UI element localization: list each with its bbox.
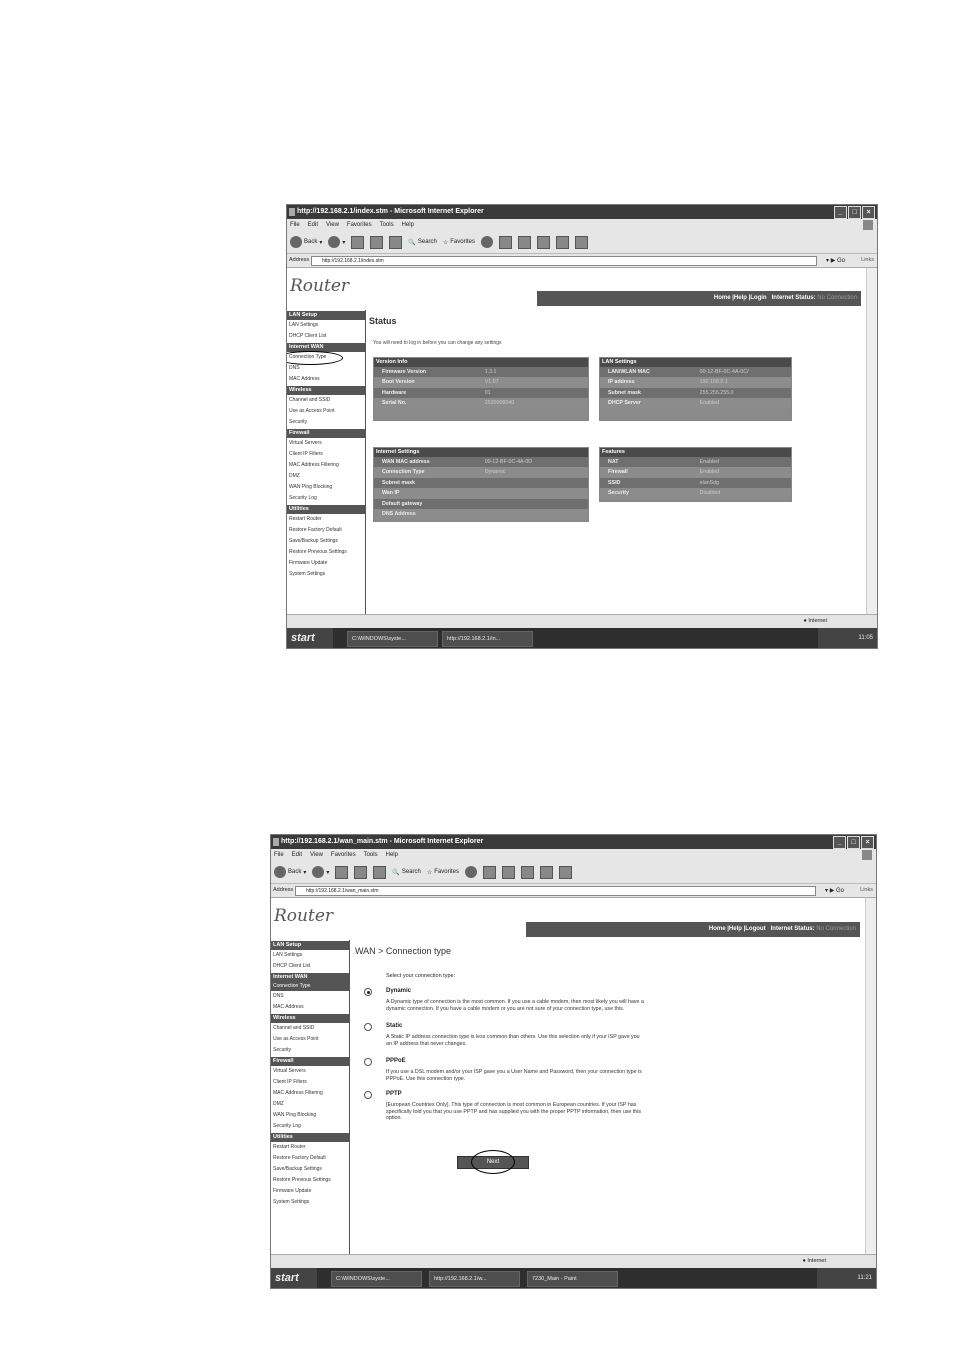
messenger-icon[interactable] [575,236,588,249]
row-label: Security [608,490,629,497]
forward-button[interactable]: ▾ [312,866,329,878]
option-title-pppoe: PPPoE [386,1058,406,1064]
sidebar-item-mac-address-filtering[interactable]: MAC Address Filtering [289,462,339,468]
window-title: http://192.168.2.1/index.stm - Microsoft Internet Explorer [297,208,484,215]
sidebar-item-lan-settings[interactable]: LAN Settings [289,322,319,328]
taskbar [271,1268,876,1288]
sidebar-heading-utilities: Utilities [287,505,365,514]
go-button[interactable]: ▾ ▶ Go [825,888,844,894]
forward-arrow-icon [312,866,324,878]
ie-toolbar [271,861,876,884]
menu-tools[interactable]: Tools [363,852,378,858]
sidebar-heading-internet-wan: Internet WAN [271,973,349,982]
sidebar-heading-lan-setup: LAN Setup [287,311,365,320]
connection-prompt: Select your connection type: [386,973,456,979]
taskbar-item-cmd[interactable]: C:\WINDOWS\syste... [331,1271,422,1287]
system-tray-clock: 11:21 [817,1268,876,1288]
menu-tools[interactable]: Tools [379,222,394,228]
radio-static[interactable] [364,1023,372,1031]
search-button[interactable]: 🔍 Search [408,239,437,246]
panel-row [600,377,791,387]
panel-row [374,388,588,398]
back-arrow-icon [274,866,286,878]
taskbar [287,628,877,648]
sidebar-item-virtual-servers[interactable]: Virtual Servers [273,1068,306,1074]
top-links[interactable]: Home |Help |Login [713,295,767,301]
panel-row [374,398,588,408]
menu-bar [287,219,877,231]
internet-status-label: Internet Status: [770,926,815,932]
sidebar-item-save-backup-settings[interactable]: Save/Backup Settings [289,538,338,544]
sidebar-item-client-ip-filters[interactable]: Client IP Filters [289,451,323,457]
sidebar-item-security[interactable]: Security [289,419,308,425]
star-icon: ☆ [426,869,433,876]
close-button[interactable]: × [861,836,874,849]
back-button[interactable]: Back ▾ [274,866,306,878]
row-label: Default gateway [382,500,423,507]
sidebar-item-mac-address[interactable]: MAC Address [289,376,320,382]
print-icon[interactable] [518,236,531,249]
sidebar-item-dmz[interactable]: DMZ [289,473,300,479]
panel-row [600,388,791,398]
row-value: Enabled [699,459,720,465]
ie-window-wan [270,834,877,1289]
print-icon[interactable] [502,866,515,879]
sidebar-item-dns[interactable]: DNS [289,365,300,371]
menu-view[interactable]: View [310,852,323,858]
address-label: Address [273,887,294,893]
row-value: 1.3.1 [484,369,497,375]
row-value: Enabled [699,469,720,476]
row-label: IP address [608,379,635,386]
row-label: LAN/WLAN MAC [608,369,650,375]
star-icon: ☆ [442,239,449,246]
row-value: 255.255.255.0 [699,389,734,396]
maximize-button[interactable]: □ [847,836,860,849]
menu-file[interactable]: File [290,222,300,228]
sidebar-menu [271,940,350,1255]
option-desc-static: A Static IP address connection type is less common than others. Use this selection only if your ISP gave you an IP address that never changes. [386,1034,640,1047]
radio-pptp[interactable] [364,1091,372,1099]
panel-title: Version Info [374,358,588,367]
row-label: Firmware Version [382,369,427,375]
router-page [287,268,867,614]
sidebar-item-restore-factory-default[interactable]: Restore Factory Default [273,1155,326,1161]
go-button[interactable]: ▾ ▶ Go [826,258,845,264]
stop-icon[interactable] [351,236,364,249]
history-icon[interactable] [481,236,493,248]
row-value: Disabled [699,490,721,497]
sidebar-item-save-backup-settings[interactable]: Save/Backup Settings [273,1166,322,1172]
sidebar-item-restart-router[interactable]: Restart Router [273,1144,306,1150]
option-title-dynamic: Dynamic [386,988,412,994]
refresh-icon[interactable] [354,866,367,879]
row-label: WAN MAC address [382,459,430,465]
row-value: 2530008040 [484,400,515,407]
back-arrow-icon [290,236,302,248]
sidebar-item-restore-factory-default[interactable]: Restore Factory Default [289,527,342,533]
sidebar-item-channel-and-ssid[interactable]: Channel and SSID [289,397,331,403]
sidebar-heading-firewall: Firewall [287,429,365,438]
minimize-button[interactable]: _ [833,836,846,849]
discuss-icon[interactable] [556,236,569,249]
panel-row [600,398,791,408]
vertical-scrollbar[interactable] [866,268,877,614]
highlight-circle [471,1150,515,1174]
menu-bar [271,849,876,861]
features-panel [599,447,792,502]
row-label: Firewall [608,469,628,476]
internet-settings-panel [373,447,589,522]
internet-zone: ● Internet [803,618,827,624]
vertical-scrollbar[interactable] [865,898,876,1254]
sidebar-item-connection-type[interactable]: Connection Type [289,354,327,360]
sidebar-item-firmware-update[interactable]: Firmware Update [273,1188,312,1194]
mail-icon[interactable] [499,236,512,249]
refresh-icon[interactable] [370,236,383,249]
stop-icon[interactable] [335,866,348,879]
discuss-icon[interactable] [540,866,553,879]
option-desc-dynamic: A Dynamic type of connection is the most common. If you use a cable modem, then most likely you will have a dynamic connection. If you have a cable modem or you are not sure of your connection type, use this. [386,999,644,1012]
top-nav-strip [537,291,861,306]
start-button[interactable]: start [271,1268,317,1288]
internet-zone: ● Internet [802,1258,826,1264]
panel-row [374,377,588,387]
sidebar-heading-lan-setup: LAN Setup [271,941,349,950]
wan-content [355,946,451,956]
menu-favorites[interactable]: Favorites [330,852,356,858]
page-title: Status [369,316,397,326]
menu-view[interactable]: View [326,222,339,228]
sidebar-heading-internet-wan: Internet WAN [287,343,365,352]
router-logo: Router [290,276,350,296]
messenger-icon[interactable] [559,866,572,879]
version-info-panel [373,357,589,421]
home-icon[interactable] [373,866,386,879]
menu-edit[interactable]: Edit [307,222,319,228]
sidebar-item-restart-router[interactable]: Restart Router [289,516,322,522]
internet-status-label: Internet Status: [771,295,816,301]
row-label: Subnet mask [382,479,415,486]
row-label: Subnet mask [608,389,641,396]
row-label: DNS Address [382,510,416,517]
row-label: NAT [608,459,619,465]
window-titlebar [287,205,877,219]
links-button[interactable]: Links [861,257,874,263]
search-icon: 🔍 [408,239,416,246]
menu-favorites[interactable]: Favorites [346,222,372,228]
ie-window-status [286,204,878,649]
mail-icon[interactable] [483,866,496,879]
windows-flag-icon [862,850,872,860]
sidebar-item-mac-address[interactable]: MAC Address [273,1004,304,1010]
address-bar [271,884,876,898]
router-logo: Router [274,906,334,926]
row-value: Enabled [699,400,720,407]
edit-icon[interactable] [521,866,534,879]
row-label: Connection Type [382,469,425,476]
edit-icon[interactable] [537,236,550,249]
forward-arrow-icon [328,236,340,248]
windows-flag-icon [863,220,873,230]
page-title: WAN > Connection type [355,946,451,956]
ie-icon [289,208,295,216]
panel-row [600,367,791,377]
panel-row [374,509,588,519]
row-value: Dynamic [484,469,506,476]
sidebar-heading-wireless: Wireless [271,1014,349,1023]
option-desc-pppoe: If you use a DSL modem and/or your ISP gave you a User Name and Password, then your connection type is PPPoE. Use this connection type. [386,1069,642,1082]
top-nav-strip [526,922,860,937]
sidebar-item-channel-and-ssid[interactable]: Channel and SSID [273,1025,315,1031]
history-icon[interactable] [465,866,477,878]
panel-row [600,478,791,488]
sidebar-item-security[interactable]: Security [273,1047,292,1053]
back-button[interactable]: Back ▾ [290,236,322,248]
maximize-button[interactable]: □ [848,206,861,219]
close-button[interactable]: × [862,206,875,219]
home-icon[interactable] [389,236,402,249]
panel-title: Features [600,448,791,457]
panel-row [374,499,588,509]
sidebar-item-firmware-update[interactable]: Firmware Update [289,560,328,566]
internet-status-value: No Connection [816,926,856,932]
panel-row [374,488,588,498]
system-tray-clock: 11:05 [818,628,877,648]
sidebar-item-dmz[interactable]: DMZ [273,1101,284,1107]
ie-icon [273,838,279,846]
address-input[interactable]: http://192.168.2.1/wan_main.stm [295,886,816,896]
top-links[interactable]: Home |Help |Logout [708,926,766,932]
minimize-button[interactable]: _ [834,206,847,219]
menu-file[interactable]: File [274,852,284,858]
window-title: http://192.168.2.1/wan_main.stm - Microsoft Internet Explorer [281,838,484,845]
sidebar-item-restore-previous-settings[interactable]: Restore Previous Settings [289,549,347,555]
sidebar-item-mac-address-filtering[interactable]: MAC Address Filtering [273,1090,323,1096]
sidebar-item-dhcp-client-list[interactable]: DHCP Client List [273,963,311,969]
ie-toolbar [287,231,877,254]
next-button[interactable]: Next [457,1156,529,1169]
address-input[interactable]: http://192.168.2.1/index.stm [311,256,817,266]
row-value: 00-12-BF-0C-4A-0D [484,459,533,465]
panel-row [600,457,791,467]
lan-settings-panel [599,357,792,421]
panel-row [600,467,791,477]
sidebar-item-dhcp-client-list[interactable]: DHCP Client List [289,333,327,339]
favorites-button[interactable]: ☆ Favorites [442,239,475,246]
sidebar-item-security-log[interactable]: Security Log [289,495,317,501]
option-title-static: Static [386,1023,403,1029]
sidebar-item-wan-ping-blocking[interactable]: WAN Ping Blocking [289,484,333,490]
row-label: SSID [608,479,621,486]
panel-row [600,488,791,498]
sidebar-item-restore-previous-settings[interactable]: Restore Previous Settings [273,1177,331,1183]
address-label: Address [289,257,310,263]
window-titlebar [271,835,876,849]
sidebar-item-dns[interactable]: DNS [273,993,284,999]
panel-row [374,467,588,477]
sidebar-item-wan-ping-blocking[interactable]: WAN Ping Blocking [273,1112,317,1118]
menu-help[interactable]: Help [401,222,414,228]
sidebar-item-virtual-servers[interactable]: Virtual Servers [289,440,322,446]
row-label: DHCP Server [608,400,641,407]
sidebar-item-connection-type[interactable]: Connection Type [271,982,349,991]
status-bar [271,1254,876,1268]
taskbar-item-paint[interactable]: 7230_Main - Paint [527,1271,618,1287]
panel-row [374,478,588,488]
radio-pppoe[interactable] [364,1058,372,1066]
address-bar [287,254,877,268]
sidebar-item-system-settings[interactable]: System Settings [289,571,326,577]
start-button[interactable]: start [287,628,333,648]
internet-status-value: No Connection [817,295,857,301]
row-label: Serial No. [382,400,407,407]
option-desc-pptp: [European Countries Only]. This type of connection is most common in European countries. If your ISP has specifically told you that you use PPTP and has supplied you with the proper PPTP information, then use this option. [386,1102,642,1122]
search-button[interactable]: 🔍 Search [392,869,421,876]
login-note: You will need to log in before you can change any settings [373,340,502,346]
row-label: Hardware [382,389,407,396]
sidebar-heading-firewall: Firewall [271,1057,349,1066]
sidebar-item-client-ip-filters[interactable]: Client IP Filters [273,1079,307,1085]
router-page [271,898,866,1254]
search-icon: 🔍 [392,869,400,876]
taskbar-item-cmd[interactable]: C:\WINDOWS\syste... [347,631,438,647]
row-value: V1.07 [484,379,499,386]
sidebar-item-security-log[interactable]: Security Log [273,1123,301,1129]
row-value: 192.168.2.1 [699,379,728,386]
radio-dynamic[interactable] [364,988,372,996]
links-button[interactable]: Links [860,887,873,893]
taskbar-item-ie[interactable]: http://192.168.2.1/in... [442,631,533,647]
forward-button[interactable]: ▾ [328,236,345,248]
menu-edit[interactable]: Edit [291,852,303,858]
status-content [369,316,397,326]
sidebar-heading-wireless: Wireless [287,386,365,395]
status-bar [287,614,877,628]
option-title-pptp: PPTP [386,1091,402,1097]
sidebar-heading-utilities: Utilities [271,1133,349,1142]
sidebar-item-use-as-access-point[interactable]: Use as Access Point [289,408,335,414]
taskbar-item-ie[interactable]: http://192.168.2.1/w... [429,1271,520,1287]
favorites-button[interactable]: ☆ Favorites [426,869,459,876]
sidebar-item-use-as-access-point[interactable]: Use as Access Point [273,1036,319,1042]
panel-title: Internet Settings [374,448,588,457]
panel-row [374,367,588,377]
row-value: 00-12-BF-0C-4A-0C/ [699,369,749,375]
sidebar-item-system-settings[interactable]: System Settings [273,1199,310,1205]
panel-row [374,457,588,467]
sidebar-item-lan-settings[interactable]: LAN Settings [273,952,303,958]
row-label: Boot Version [382,379,415,386]
row-value: 01 [484,389,491,396]
panel-title: LAN Settings [600,358,791,367]
row-value: elanSdg [699,479,720,486]
menu-help[interactable]: Help [385,852,398,858]
row-label: Wan IP [382,490,400,497]
